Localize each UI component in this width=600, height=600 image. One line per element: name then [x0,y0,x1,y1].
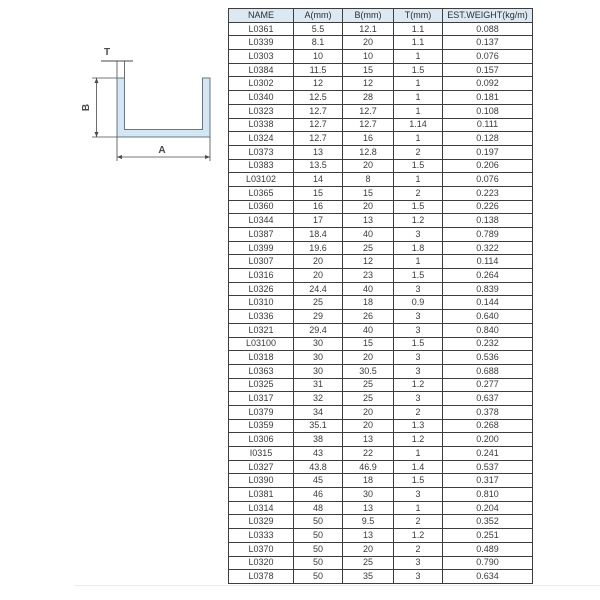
table-cell-name: L0317 [229,392,294,406]
table-cell-t: 3 [394,364,443,378]
table-cell-t: 1.2 [394,378,443,392]
table-cell-name: L0306 [229,433,294,447]
table-cell-name: L0318 [229,351,294,365]
table-cell-b: 46.9 [343,460,394,474]
table-cell-b: 26 [343,310,394,324]
table-cell-name: L0399 [229,241,294,255]
table-cell-b: 13 [343,501,394,515]
table-cell-a: 29 [294,310,343,324]
a-arrow-left [117,155,122,159]
table-cell-name: L0379 [229,405,294,419]
table-row [229,419,533,433]
table-cell-b: 13 [343,433,394,447]
table-cell-a: 17 [294,214,343,228]
table-cell-weight: 0.181 [443,91,533,105]
table-cell-b: 18 [343,296,394,310]
table-cell-name: L0340 [229,91,294,105]
table-cell-name: L0383 [229,159,294,173]
column-header-weight: EST.WEIGHT(kg/m) [443,9,533,23]
table-cell-b: 20 [343,351,394,365]
table-cell-t: 1.5 [394,63,443,77]
table-cell-t: 2 [394,542,443,556]
table-cell-weight: 0.076 [443,173,533,187]
table-cell-name: L0387 [229,228,294,242]
table-row [229,214,533,228]
table-cell-b: 9.5 [343,515,394,529]
table-cell-weight: 0.157 [443,63,533,77]
table-cell-name: L0310 [229,296,294,310]
table-cell-name: L0326 [229,282,294,296]
table-row [229,104,533,118]
table-cell-t: 3 [394,323,443,337]
table-cell-b: 10 [343,50,394,64]
table-cell-a: 31 [294,378,343,392]
table-cell-weight: 0.226 [443,200,533,214]
table-cell-b: 20 [343,159,394,173]
table-cell-name: L0390 [229,474,294,488]
table-cell-weight: 0.688 [443,364,533,378]
table-cell-a: 46 [294,488,343,502]
column-header-a: A(mm) [294,9,343,23]
column-header-t: T(mm) [394,9,443,23]
table-row [229,488,533,502]
table-cell-t: 0.9 [394,296,443,310]
table-cell-name: L0314 [229,501,294,515]
table-cell-t: 1 [394,132,443,146]
table-cell-t: 1 [394,447,443,461]
table-row [229,282,533,296]
table-row [229,228,533,242]
table-cell-t: 3 [394,310,443,324]
table-cell-t: 1.1 [394,36,443,50]
table-cell-t: 1.5 [394,200,443,214]
dimension-label-a: A [158,145,166,156]
table-cell-name: L0360 [229,200,294,214]
table-cell-b: 12.8 [343,145,394,159]
table-cell-name: I0315 [229,447,294,461]
table-cell-a: 15 [294,186,343,200]
table-cell-weight: 0.264 [443,269,533,283]
table-cell-b: 15 [343,186,394,200]
table-cell-weight: 0.197 [443,145,533,159]
table-row [229,460,533,474]
table-cell-weight: 0.536 [443,351,533,365]
a-arrow-right [205,155,210,159]
table-cell-weight: 0.640 [443,310,533,324]
table-row [229,364,533,378]
table-cell-a: 50 [294,556,343,570]
table-row [229,241,533,255]
table-cell-a: 12.7 [294,104,343,118]
u-channel-shape [117,78,210,137]
table-cell-name: L0333 [229,529,294,543]
table-cell-name: L0363 [229,364,294,378]
table-cell-name: L0361 [229,22,294,36]
table-cell-t: 1.1 [394,22,443,36]
table-row [229,337,533,351]
table-row [229,296,533,310]
table-row [229,351,533,365]
table-cell-name: L0384 [229,63,294,77]
table-row [229,542,533,556]
table-row [229,36,533,50]
column-header-name: NAME [229,9,294,23]
table-cell-weight: 0.138 [443,214,533,228]
table-cell-b: 25 [343,556,394,570]
table-cell-a: 12.7 [294,118,343,132]
table-row [229,556,533,570]
table-cell-b: 28 [343,91,394,105]
table-cell-weight: 0.108 [443,104,533,118]
table-cell-b: 20 [343,36,394,50]
table-cell-t: 1.4 [394,460,443,474]
table-cell-t: 1.14 [394,118,443,132]
table-cell-b: 15 [343,63,394,77]
table-cell-t: 2 [394,186,443,200]
table-cell-name: L0324 [229,132,294,146]
table-cell-weight: 0.277 [443,378,533,392]
table-row [229,405,533,419]
table-cell-t: 3 [394,351,443,365]
table-row [229,255,533,269]
table-cell-b: 20 [343,405,394,419]
page-shadow [75,585,600,586]
table-row [229,447,533,461]
table-cell-a: 32 [294,392,343,406]
table-cell-weight: 0.637 [443,392,533,406]
table-cell-name: L0325 [229,378,294,392]
table-cell-weight: 0.128 [443,132,533,146]
table-cell-weight: 0.352 [443,515,533,529]
table-cell-b: 15 [343,337,394,351]
table-cell-a: 30 [294,337,343,351]
table-row [229,77,533,91]
table-cell-t: 1.3 [394,419,443,433]
table-cell-weight: 0.144 [443,296,533,310]
table-cell-t: 3 [394,282,443,296]
table-cell-b: 12.1 [343,22,394,36]
table-header-row [229,9,533,23]
table-cell-a: 50 [294,515,343,529]
table-cell-weight: 0.092 [443,77,533,91]
table-cell-t: 1 [394,104,443,118]
table-row [229,433,533,447]
table-cell-name: L0303 [229,50,294,64]
table-cell-t: 1.5 [394,474,443,488]
table-cell-weight: 0.489 [443,542,533,556]
table-cell-b: 25 [343,378,394,392]
table-row [229,200,533,214]
table-cell-weight: 0.251 [443,529,533,543]
table-cell-a: 10 [294,50,343,64]
table-cell-name: L0323 [229,104,294,118]
table-cell-a: 29.4 [294,323,343,337]
table-cell-weight: 0.634 [443,570,533,584]
table-cell-b: 20 [343,200,394,214]
table-row [229,570,533,584]
table-row [229,50,533,64]
table-row [229,392,533,406]
table-cell-b: 12.7 [343,118,394,132]
table-row [229,132,533,146]
table-cell-b: 35 [343,570,394,584]
table-row [229,501,533,515]
spec-table [228,8,533,584]
table-cell-a: 45 [294,474,343,488]
table-cell-b: 12 [343,255,394,269]
table-cell-weight: 0.537 [443,460,533,474]
table-cell-weight: 0.200 [443,433,533,447]
table-row [229,173,533,187]
channel-profile-diagram [75,38,235,173]
table-cell-weight: 0.223 [443,186,533,200]
table-cell-a: 38 [294,433,343,447]
table-cell-name: L0378 [229,570,294,584]
table-cell-weight: 0.111 [443,118,533,132]
table-cell-a: 8.1 [294,36,343,50]
table-cell-name: L0381 [229,488,294,502]
table-cell-b: 12.7 [343,104,394,118]
table-cell-b: 20 [343,542,394,556]
table-cell-name: L0321 [229,323,294,337]
table-row [229,269,533,283]
table-cell-b: 23 [343,269,394,283]
table-cell-weight: 0.241 [443,447,533,461]
table-cell-weight: 0.088 [443,22,533,36]
table-cell-a: 12.7 [294,132,343,146]
table-row [229,378,533,392]
table-row [229,515,533,529]
table-cell-b: 12 [343,77,394,91]
table-cell-name: L0320 [229,556,294,570]
table-cell-name: L0302 [229,77,294,91]
table-cell-weight: 0.810 [443,488,533,502]
table-cell-name: L0336 [229,310,294,324]
table-row [229,323,533,337]
table-row [229,310,533,324]
table-cell-a: 16 [294,200,343,214]
table-cell-a: 12.5 [294,91,343,105]
table-cell-t: 1 [394,77,443,91]
table-cell-name: L0307 [229,255,294,269]
table-cell-a: 20 [294,255,343,269]
table-cell-t: 3 [394,570,443,584]
table-cell-a: 43.8 [294,460,343,474]
table-cell-weight: 0.232 [443,337,533,351]
table-cell-b: 40 [343,323,394,337]
table-row [229,159,533,173]
table-row [229,22,533,36]
table-cell-b: 8 [343,173,394,187]
table-cell-t: 1 [394,173,443,187]
table-cell-b: 40 [343,282,394,296]
table-cell-a: 50 [294,542,343,556]
table-cell-a: 30 [294,364,343,378]
table-cell-name: L0365 [229,186,294,200]
table-row [229,529,533,543]
table-cell-a: 20 [294,269,343,283]
table-cell-name: L0370 [229,542,294,556]
table-cell-weight: 0.204 [443,501,533,515]
table-cell-a: 5.5 [294,22,343,36]
table-row [229,118,533,132]
table-cell-a: 13 [294,145,343,159]
table-cell-t: 3 [394,228,443,242]
table-cell-t: 2 [394,515,443,529]
dimension-label-t: T [103,47,111,58]
table-cell-a: 25 [294,296,343,310]
table-cell-b: 40 [343,228,394,242]
table-cell-weight: 0.268 [443,419,533,433]
table-cell-t: 2 [394,405,443,419]
table-cell-a: 35.1 [294,419,343,433]
table-cell-t: 1.2 [394,529,443,543]
b-arrow-top [95,78,99,83]
table-cell-weight: 0.322 [443,241,533,255]
table-cell-name: L03102 [229,173,294,187]
table-cell-weight: 0.378 [443,405,533,419]
table-cell-weight: 0.114 [443,255,533,269]
table-cell-b: 13 [343,214,394,228]
table-cell-a: 34 [294,405,343,419]
b-arrow-bottom [95,132,99,137]
table-cell-a: 50 [294,529,343,543]
table-cell-t: 1 [394,255,443,269]
table-cell-t: 1.2 [394,214,443,228]
table-row [229,145,533,159]
table-cell-name: L0327 [229,460,294,474]
table-cell-b: 16 [343,132,394,146]
table-cell-weight: 0.840 [443,323,533,337]
table-cell-a: 43 [294,447,343,461]
table-cell-a: 48 [294,501,343,515]
table-cell-a: 30 [294,351,343,365]
table-cell-weight: 0.789 [443,228,533,242]
table-cell-t: 3 [394,488,443,502]
table-row [229,91,533,105]
table-cell-a: 19.6 [294,241,343,255]
table-cell-name: L0359 [229,419,294,433]
table-cell-t: 2 [394,145,443,159]
table-cell-t: 1.5 [394,159,443,173]
table-cell-b: 25 [343,392,394,406]
table-cell-t: 1.5 [394,337,443,351]
table-cell-a: 14 [294,173,343,187]
table-row [229,63,533,77]
table-cell-name: L0373 [229,145,294,159]
table-cell-t: 1.5 [394,269,443,283]
table-cell-a: 24.4 [294,282,343,296]
table-cell-b: 30 [343,488,394,502]
table-cell-name: L03100 [229,337,294,351]
table-cell-b: 25 [343,241,394,255]
table-cell-b: 22 [343,447,394,461]
table-cell-a: 18.4 [294,228,343,242]
table-row [229,186,533,200]
table-cell-t: 1 [394,501,443,515]
table-cell-name: L0316 [229,269,294,283]
table-cell-t: 3 [394,392,443,406]
table-cell-weight: 0.206 [443,159,533,173]
table-row [229,474,533,488]
table-cell-b: 13 [343,529,394,543]
table-cell-t: 1 [394,91,443,105]
table-cell-weight: 0.317 [443,474,533,488]
table-cell-t: 1.8 [394,241,443,255]
table-cell-name: L0344 [229,214,294,228]
table-cell-a: 13.5 [294,159,343,173]
table-cell-name: L0339 [229,36,294,50]
table-cell-t: 1 [394,50,443,64]
table-cell-weight: 0.076 [443,50,533,64]
table-cell-name: L0329 [229,515,294,529]
dimension-label-b: B [81,103,92,112]
table-cell-name: L0338 [229,118,294,132]
table-cell-a: 11.5 [294,63,343,77]
table-cell-weight: 0.137 [443,36,533,50]
table-cell-a: 50 [294,570,343,584]
table-cell-t: 3 [394,556,443,570]
table-cell-b: 18 [343,474,394,488]
table-cell-weight: 0.790 [443,556,533,570]
table-cell-t: 1.2 [394,433,443,447]
table-cell-b: 30.5 [343,364,394,378]
column-header-b: B(mm) [343,9,394,23]
table-cell-a: 12 [294,77,343,91]
table-cell-b: 20 [343,419,394,433]
table-cell-weight: 0.839 [443,282,533,296]
